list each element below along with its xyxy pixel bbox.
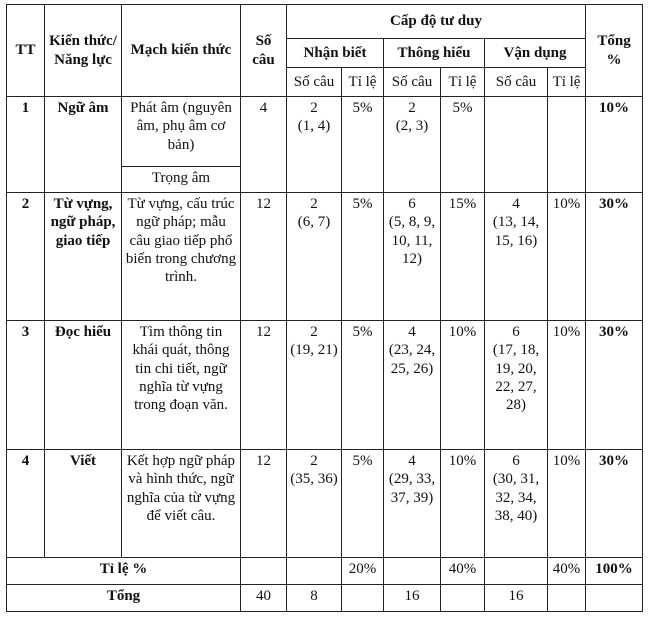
- ti-le-tong: 100%: [586, 558, 643, 585]
- tong-label: Tổng: [7, 585, 241, 612]
- tong-th-ti-le: [441, 585, 485, 612]
- ti-le-vd: 40%: [548, 558, 586, 585]
- row-mach: Trọng âm: [122, 167, 241, 193]
- row-name: Từ vựng, ngữ pháp, giao tiếp: [45, 193, 122, 321]
- header-vd-so-cau: Số câu: [485, 68, 548, 97]
- row-mach: Kết hợp ngữ pháp và hình thức, ngữ nghĩa của từ vựng để viết câu.: [122, 450, 241, 558]
- row-nb-ti-le: 5%: [342, 97, 384, 193]
- ti-le-th-so-cau: [384, 558, 441, 585]
- header-row-1: [7, 5, 643, 39]
- row-vd-so-cau: 4 (13, 14, 15, 16): [485, 193, 548, 321]
- tong-so-cau: 40: [241, 585, 287, 612]
- row-tong: 10%: [586, 97, 643, 193]
- ti-le-vd-so-cau: [485, 558, 548, 585]
- row-vd-so-cau: 6 (17, 18, 19, 20, 22, 27, 28): [485, 321, 548, 450]
- row-name: Đọc hiểu: [45, 321, 122, 450]
- row-tong: 30%: [586, 321, 643, 450]
- tong-vd: 16: [485, 585, 548, 612]
- row-nb-so-cau: 2 (19, 21): [287, 321, 342, 450]
- assessment-matrix-table: [6, 4, 643, 612]
- tong-th: 16: [384, 585, 441, 612]
- row-th-so-cau: 6 (5, 8, 9, 10, 11, 12): [384, 193, 441, 321]
- row-tong: 30%: [586, 193, 643, 321]
- row-so-cau: 4: [241, 97, 287, 193]
- ti-le-row: [7, 558, 643, 585]
- header-th-ti-le: Tỉ lệ: [441, 68, 485, 97]
- header-thong-hieu: Thông hiểu: [384, 39, 485, 68]
- header-kien-thuc: Kiến thức/ Năng lực: [45, 5, 122, 97]
- row-mach: Phát âm (nguyên âm, phụ âm cơ bản): [122, 97, 241, 167]
- header-nhan-biet: Nhận biết: [287, 39, 384, 68]
- ti-le-nb: 20%: [342, 558, 384, 585]
- row-nb-so-cau: 2 (35, 36): [287, 450, 342, 558]
- tong-row: [7, 585, 643, 612]
- row-nb-so-cau: 2 (1, 4): [287, 97, 342, 193]
- ti-le-label: Tỉ lệ %: [7, 558, 241, 585]
- header-th-so-cau: Số câu: [384, 68, 441, 97]
- ti-le-nb-so-cau: [287, 558, 342, 585]
- header-so-cau: Số câu: [241, 5, 287, 97]
- row-th-so-cau: 4 (29, 33, 37, 39): [384, 450, 441, 558]
- row-so-cau: 12: [241, 193, 287, 321]
- row-vd-so-cau: [485, 97, 548, 193]
- row-tong: 30%: [586, 450, 643, 558]
- row-th-ti-le: 5%: [441, 97, 485, 193]
- row-nb-so-cau: 2 (6, 7): [287, 193, 342, 321]
- header-tong-pct: Tổng %: [586, 5, 643, 97]
- header-van-dung: Vận dụng: [485, 39, 586, 68]
- header-tt: TT: [7, 5, 45, 97]
- row-tt: 1: [7, 97, 45, 193]
- tong-vd-ti-le: [548, 585, 586, 612]
- header-mach-kien-thuc: Mạch kiến thức: [122, 5, 241, 97]
- row-th-ti-le: 15%: [441, 193, 485, 321]
- header-nb-ti-le: Tỉ lệ: [342, 68, 384, 97]
- row-th-so-cau: 2 (2, 3): [384, 97, 441, 193]
- row-th-ti-le: 10%: [441, 321, 485, 450]
- ti-le-th: 40%: [441, 558, 485, 585]
- row-mach: Từ vựng, cấu trúc ngữ pháp; mẫu câu giao tiếp phổ biến trong chương trình.: [122, 193, 241, 321]
- header-vd-ti-le: Tỉ lệ: [548, 68, 586, 97]
- header-nb-so-cau: Số câu: [287, 68, 342, 97]
- row-tt: 2: [7, 193, 45, 321]
- tong-tong: [586, 585, 643, 612]
- ti-le-so-cau: [241, 558, 287, 585]
- row-name: Viết: [45, 450, 122, 558]
- row-nb-ti-le: 5%: [342, 193, 384, 321]
- row-so-cau: 12: [241, 321, 287, 450]
- row-mach: Tìm thông tin khái quát, thông tin chi tiết, ngữ nghĩa từ vựng trong đoạn văn.: [122, 321, 241, 450]
- tong-nb-ti-le: [342, 585, 384, 612]
- row-name: Ngữ âm: [45, 97, 122, 193]
- row-th-ti-le: 10%: [441, 450, 485, 558]
- row-vd-so-cau: 6 (30, 31, 32, 34, 38, 40): [485, 450, 548, 558]
- row-vd-ti-le: [548, 97, 586, 193]
- tong-nb: 8: [287, 585, 342, 612]
- row-nb-ti-le: 5%: [342, 450, 384, 558]
- row-nb-ti-le: 5%: [342, 321, 384, 450]
- table-row: [7, 97, 643, 167]
- table-row: [7, 321, 643, 450]
- table-row: [7, 193, 643, 321]
- row-vd-ti-le: 10%: [548, 321, 586, 450]
- row-th-so-cau: 4 (23, 24, 25, 26): [384, 321, 441, 450]
- row-vd-ti-le: 10%: [548, 193, 586, 321]
- row-tt: 4: [7, 450, 45, 558]
- header-cap-do-tu-duy: Cấp độ tư duy: [287, 5, 586, 39]
- table-row: [7, 450, 643, 558]
- row-so-cau: 12: [241, 450, 287, 558]
- row-tt: 3: [7, 321, 45, 450]
- row-vd-ti-le: 10%: [548, 450, 586, 558]
